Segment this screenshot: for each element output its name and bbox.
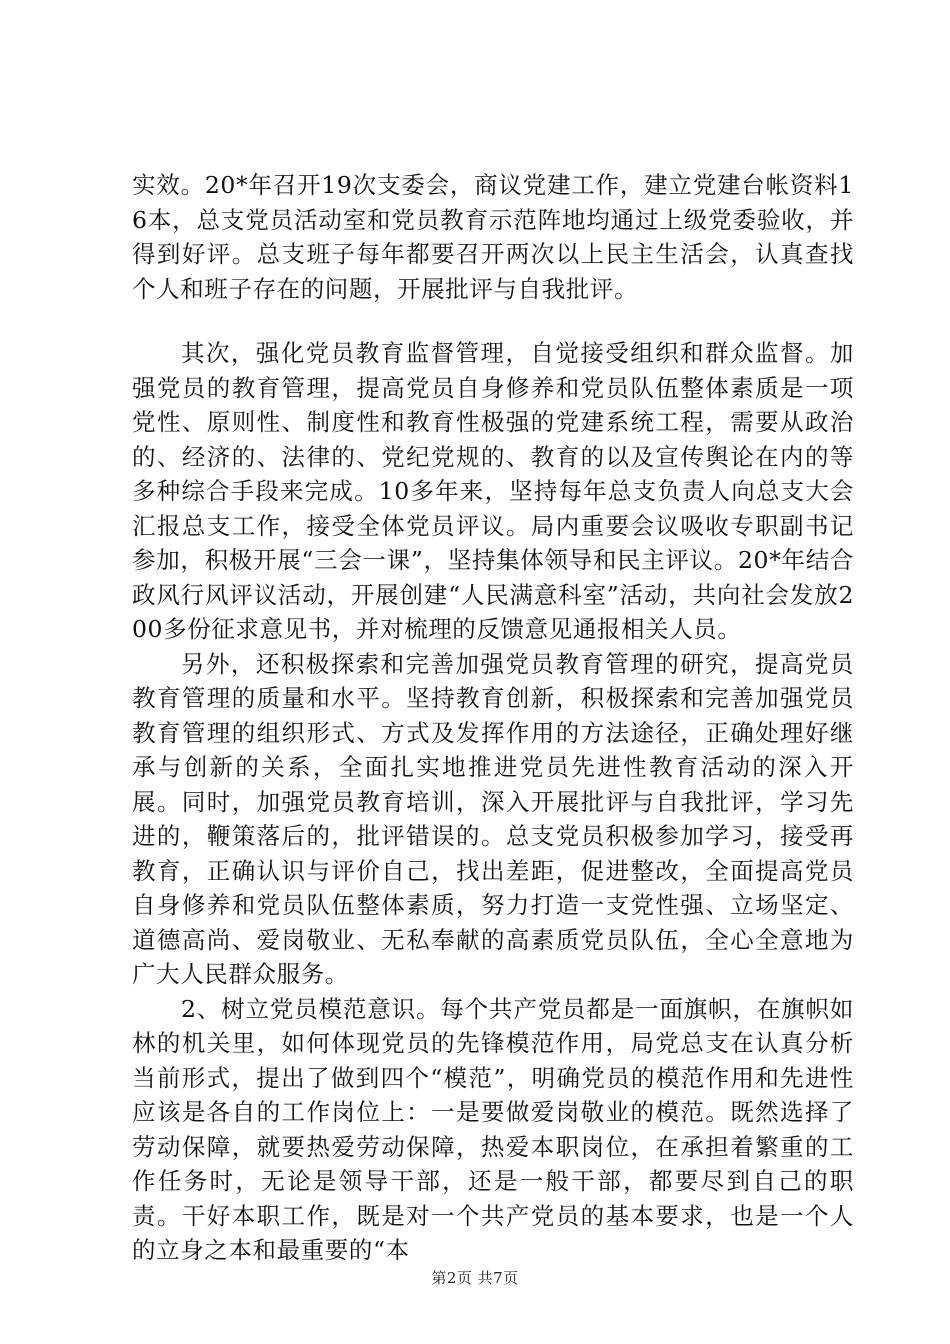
page-number-footer: 第2页 共7页 [431,1269,519,1287]
paragraph-supervision: 其次，强化党员教育监督管理，自觉接受组织和群众监督。加强党员的教育管理，提高党员自身修养和党员队伍整体素质是一项党性、原则性、制度性和教育性极强的党建系统工程，需要从政治的、经济的、法律的、党纪党规的、教育的以及宣传舆论在内的等多种综合手段来完成。10多年来，坚持每年总支负责人向总支大会汇报总支工作，接受全体党员评议。局内重要会议吸收专职副书记参加，积极开展“三会一课”，坚持集体领导和民主评议。20*年结合政风行风评议活动，开展创建“人民满意科室”活动，共向社会发放200多份征求意见书，并对梳理的反馈意见通报相关人员。 [132,339,854,643]
document-body [132,168,854,1268]
paragraph-model-awareness: 2、树立党员模范意识。每个共产党员都是一面旗帜，在旗帜如林的机关里，如何体现党员的先锋模范作用，局党总支在认真分析当前形式，提出了做到四个“模范”，明确党员的模范作用和先进性应该是各自的工作岗位上：一是要做爱岗敬业的模范。既然选择了劳动保障，就要热爱劳动保障，热爱本职岗位，在承担着繁重的工作任务时，无论是领导干部，还是一般干部，都要尽到自己的职责。干好本职工作，既是对一个共产党员的基本要求，也是一个人的立身之本和最重要的“本 [132,994,854,1264]
paragraph-innovation: 另外，还积极探索和完善加强党员教育管理的研究，提高党员教育管理的质量和水平。坚持教育创新，积极探索和完善加强党员教育管理的组织形式、方式及发挥作用的方法途径，正确处理好继承与创新的关系，全面扎实地推进党员先进性教育活动的深入开展。同时，加强党员教育培训，深入开展批评与自我批评，学习先进的，鞭策落后的，批评错误的。总支党员积极参加学习，接受再教育，正确认识与评价自己，找出差距，促进整改，全面提高党员自身修养和党员队伍整体素质，努力打造一支党性强、立场坚定、道德高尚、爱岗敬业、无私奉献的高素质党员队伍，全心全意地为广大人民群众服务。 [132,649,854,988]
paragraph-continuation: 实效。20*年召开19次支委会，商议党建工作，建立党建台帐资料16本，总支党员活动室和党员教育示范阵地均通过上级党委验收，并得到好评。总支班子每年都要召开两次以上民主生活会，认真查找个人和班子存在的问题，开展批评与自我批评。 [132,171,854,303]
